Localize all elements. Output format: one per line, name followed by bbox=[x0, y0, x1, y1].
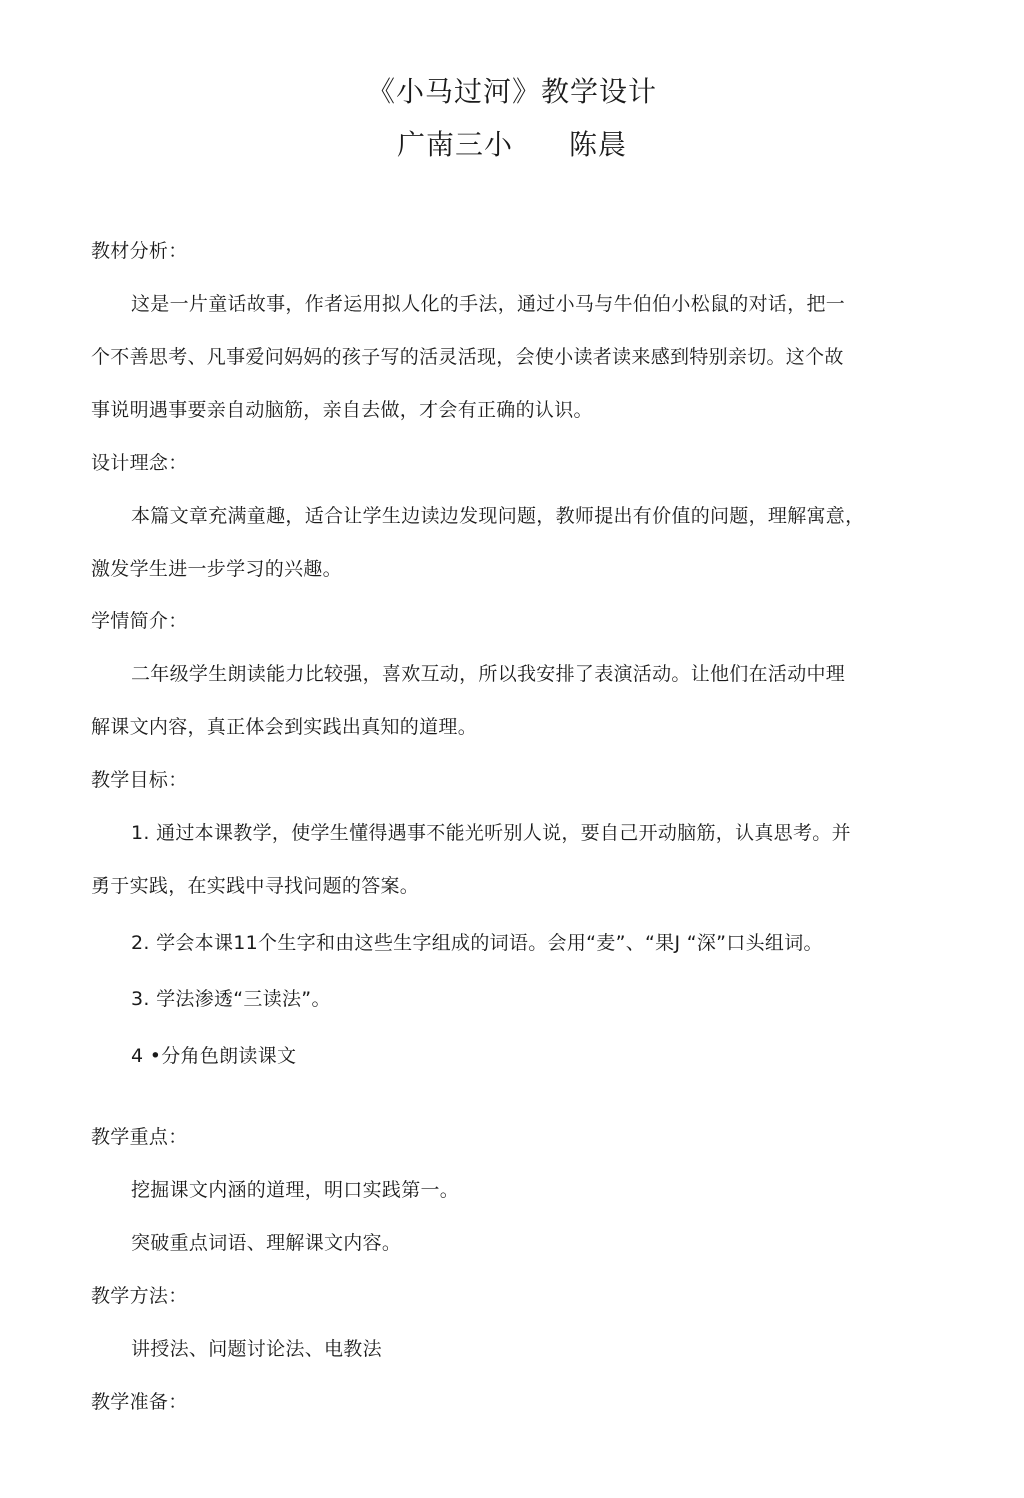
keypoints-line-2: 突破重点词语、理解课文内容。 bbox=[131, 1232, 402, 1254]
keypoints-line-1: 挖掘课文内涵的道理，明口实践第一。 bbox=[131, 1179, 460, 1201]
goals-line-4: 3. 学法渗透“三读法”。 bbox=[131, 988, 331, 1010]
document-title: 《小马过河》教学设计 bbox=[366, 75, 657, 108]
concept-line-1: 本篇文章充满童趣，适合让学生边读边发现问题，教师提出有价值的问题，理解寓意， bbox=[131, 505, 865, 527]
concept-line-2: 激发学生进一步学习的兴趣。 bbox=[91, 558, 342, 580]
goals-line-5: 4 •分角色朗读课文 bbox=[131, 1045, 297, 1067]
analysis-line-1: 这是一片童话故事，作者运用拟人化的手法，通过小马与牛伯伯小松鼠的对话，把一 bbox=[131, 293, 846, 315]
analysis-line-2: 个不善思考、凡事爱问妈妈的孩子写的活灵活现，会使小读者读来感到特别亲切。这个故 bbox=[91, 346, 844, 368]
heading-students: 学情简介： bbox=[91, 610, 188, 632]
goals-line-3: 2. 学会本课11个生字和由这些生字组成的词语。会用“麦”、“果J “深”口头组词。 bbox=[131, 932, 823, 954]
students-line-1: 二年级学生朗读能力比较强，喜欢互动，所以我安排了表演活动。让他们在活动中理 bbox=[131, 663, 846, 685]
goals-line-1: 1. 通过本课教学，使学生懂得遇事不能光听别人说，要自己开动脑筋，认真思考。并 bbox=[131, 822, 851, 844]
heading-concept: 设计理念： bbox=[91, 452, 188, 474]
heading-keypoints: 教学重点： bbox=[91, 1126, 188, 1148]
heading-analysis: 教材分析： bbox=[91, 240, 188, 262]
author-name: 陈晨 bbox=[569, 128, 628, 161]
heading-preparation: 教学准备： bbox=[91, 1391, 188, 1413]
heading-methods: 教学方法： bbox=[91, 1285, 188, 1307]
heading-goals: 教学目标： bbox=[91, 769, 188, 791]
goals-line-2: 勇于实践，在实践中寻找问题的答案。 bbox=[91, 875, 420, 897]
students-line-2: 解课文内容，真正体会到实践出真知的道理。 bbox=[91, 716, 478, 738]
author-line bbox=[0, 127, 1024, 163]
author-school: 广南三小 bbox=[396, 128, 513, 161]
analysis-line-3: 事说明遇事要亲自动脑筋，亲自去做，才会有正确的认识。 bbox=[91, 399, 593, 421]
methods-line-1: 讲授法、问题讨论法、电教法 bbox=[131, 1338, 382, 1360]
